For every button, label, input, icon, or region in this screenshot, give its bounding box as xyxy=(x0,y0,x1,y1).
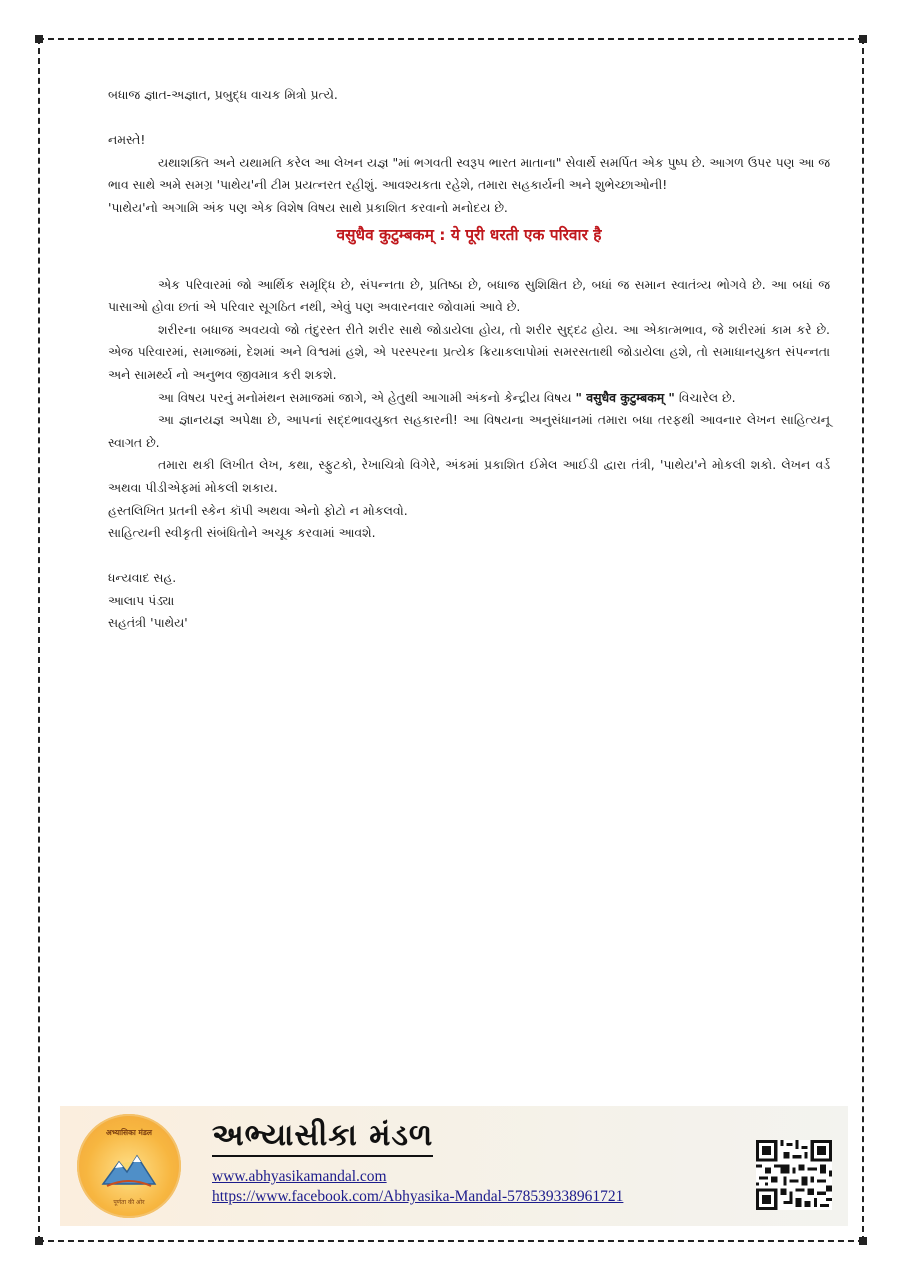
paragraph-family: એક પરિવારમાં જો આર્થિક સમૃદ્ધિ છે, સંપન્નતા છે, પ્રતિષ્ઠા છે, બધાજ સુશિક્ષિત છે, બધાં જ સમાન સ્વાતંત્ર્ય ભોગવે છે. આ બધાં જ પાસાઓ હોવા છતાં એ પરિવાર સૂગઠિત નથી, એવું પણ અવારનવાર જોવામાં આવે છે. xyxy=(108,276,830,315)
paragraph-submission: તમારા થકી લિખીત લેખ, કથા, સ્ફુટકો, રેખાચિત્રો વિગેરે, અંકમાં પ્રકાશિત ઈમેલ આઈડી દ્વારા તંત્રી, 'પાથેય'ને મોકલી શકો. લેખન વર્ડ અથવા પીડીએફમાં મોકલી શકાય. xyxy=(108,457,830,495)
paragraph-body-analogy: શરીરના બધાજ અવયવો જો તંદુરસ્ત રીતે શરીર સાથે જોડાયેલા હોય, તો શરીર સુદ્દઢ હોય. આ એકાત્મભાવ, જે શરીરમાં કામ કરે છે. એજ પરિવારમાં, સમાજમાં, દેશમાં અને વિશ્વમાં હશે, એ પરસ્પરના પ્રત્યેક ક્રિયાકલાપોમાં સમરસતાથી જોડાયેલા હશે, તો સમાધાનયુક્ત સંપન્નતા અને સામર્થ્ય નો અનુભવ જીવમાત્ર કરી શકશે. xyxy=(108,321,830,382)
theme-text-pre: આ વિષય પરનું મનોમંથન સમાજમાં જાગે, એ હેતુથી આગામી અંકનો કેન્દ્રીય વિષય xyxy=(158,389,576,405)
border-corner xyxy=(35,35,43,43)
signature-name: આલાપ પંડ્યા xyxy=(108,592,175,608)
theme-text-bold: " वसुधैव कुटुम्बकम् " xyxy=(575,389,675,405)
org-logo xyxy=(77,1114,181,1218)
logo-top-text: अभ्यासिका मंडल xyxy=(105,1128,153,1137)
border-corner xyxy=(859,35,867,43)
mountain-logo-icon xyxy=(101,1146,157,1190)
paragraph-dedication: યથાશક્તિ અને યથામતિ કરેલ આ લેખન યજ્ઞ "માં ભગવતી સ્વરૂપ ભારત માતાના" સેવાર્થે સમર્પિત એક પુષ્પ છે. આગળ ઉપર પણ આ જ ભાવ સાથે અમે સમગ્ર 'પાથેય'ની ટીમ પ્રયત્નરત રહીશું. આવશ્યકતા રહેશે, તમારા સહકાર્યની અને શુભેચ્છાઓની! xyxy=(108,154,830,193)
facebook-link[interactable]: https://www.facebook.com/Abhyasika-Mandal-578539338961721 xyxy=(212,1188,624,1205)
theme-heading: वसुधैव कुटुम्बकम् : ये पूरी धरती एक परिवार है xyxy=(336,225,602,244)
paragraph-invitation: આ જ્ઞાનયજ્ઞ અપેક્ષા છે, આપનાં સદ્દભાવયુક્ત સહકારની! આ વિષયના અનુસંધાનમાં તમારા બધા તરફથી આવનાર લેખન સાહિત્યનૂ સ્વાગત છે. xyxy=(108,412,830,450)
website-link[interactable]: www.abhyasikamandal.com xyxy=(212,1168,387,1185)
border-corner xyxy=(859,1237,867,1245)
paragraph-next-issue: 'પાથેય'નો અગામિ અંક પણ એક વિશેષ વિષય સાથે પ્રકાશિત કરવાનો મનોદય છે. xyxy=(108,199,508,215)
signature-title: સહતંત્રી 'પાથેય' xyxy=(108,615,188,631)
greeting: નમસ્તે! xyxy=(108,132,146,148)
org-name: અભ્યાસીકા મંડળ xyxy=(212,1118,433,1157)
theme-text-post: વિચારેલ છે. xyxy=(674,389,736,405)
closing: ધન્યવાદ સહ. xyxy=(108,570,177,586)
salutation: બધાજ જ્ઞાત-અજ્ઞાત, પ્રબુદ્ધ વાચક મિત્રો પ્રત્યે. xyxy=(108,87,338,102)
paragraph-acknowledgement: સાહિત્યની સ્વીકૃતી સંબંધિતોને અચૂક કરવામાં આવશે. xyxy=(108,525,376,541)
logo-bottom-text: पूर्णता की ओर xyxy=(113,1199,145,1206)
border-corner xyxy=(35,1237,43,1245)
paragraph-handwritten-note: હસ્તલિખિત પ્રતની સ્કેન કૉપી અથવા એનો ફોટો ન મોકલવો. xyxy=(108,502,408,518)
paragraph-theme xyxy=(108,387,830,410)
qr-code-icon[interactable] xyxy=(756,1140,832,1210)
letter-body xyxy=(108,84,830,635)
